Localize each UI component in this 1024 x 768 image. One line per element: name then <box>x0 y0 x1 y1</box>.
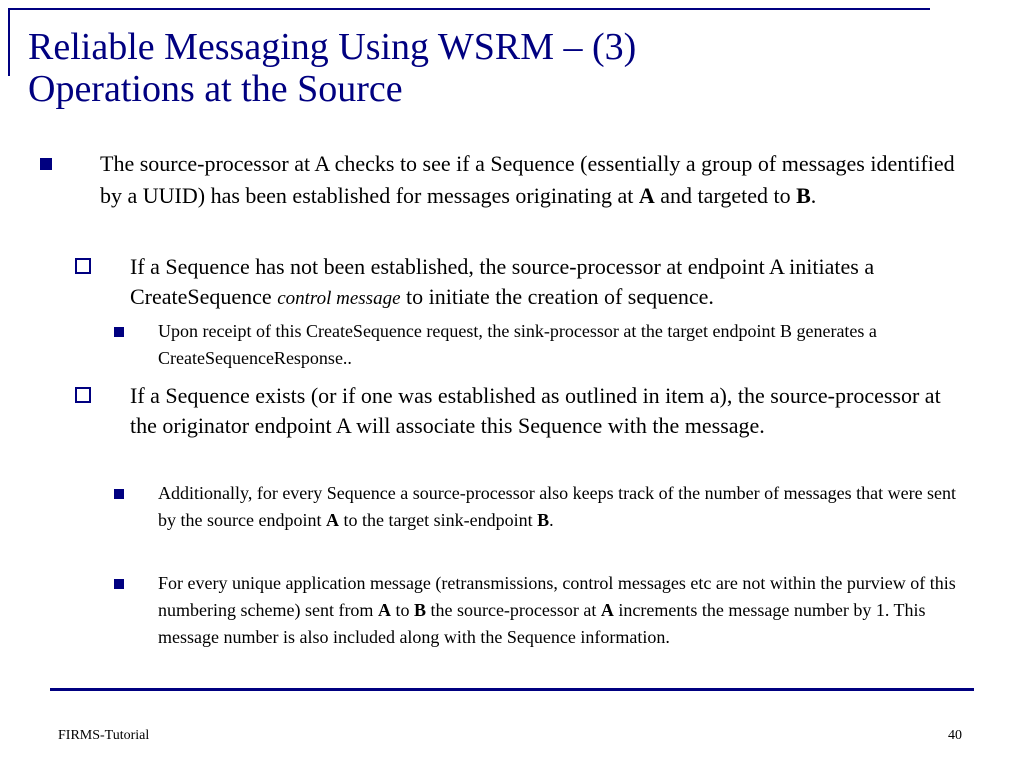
slide-title-line-2: Operations at the Source <box>28 68 403 110</box>
top-accent-line <box>8 8 930 10</box>
sub-bullet-text <box>130 252 980 314</box>
square-bullet-icon <box>114 327 124 337</box>
bullet-text-part: to the target sink-endpoint <box>338 510 538 530</box>
italic-control-message: control message <box>277 288 401 309</box>
left-accent-line <box>8 8 10 76</box>
bold-endpoint-a: A <box>377 600 391 620</box>
bullet-text-part: . <box>549 510 554 530</box>
bullet-text-part: For every unique application message (retransmissions, control messages etc are not within the purview of this numbering scheme) sent from <box>158 573 956 620</box>
bold-endpoint-a: A <box>325 510 339 530</box>
bold-endpoint-a: A <box>600 600 614 620</box>
footer-label: FIRMS-Tutorial <box>58 728 150 743</box>
bullet-text-part: to <box>390 600 414 620</box>
bold-endpoint-b: B <box>537 510 550 530</box>
bullet-text <box>100 148 966 212</box>
slide-title-line-1: Reliable Messaging Using WSRM – (3) <box>28 26 637 68</box>
bullet-text-part: to initiate the creation of sequence. <box>400 284 714 309</box>
square-bullet-icon <box>114 579 124 589</box>
square-bullet-icon <box>40 158 52 170</box>
bullet-text-part: . <box>810 183 817 208</box>
slide-title <box>28 26 988 110</box>
footer-divider <box>50 688 974 691</box>
bold-endpoint-a: A <box>638 183 655 208</box>
sub-bullet-text: If a Sequence exists (or if one was established as outlined in item a), the source-processor at the originator endpoint A will associate this Sequence with the message. <box>130 383 941 438</box>
hollow-square-bullet-icon <box>75 258 91 274</box>
bullet-text-part: increments the message number by 1. This message number is also included along with the Sequence information. <box>158 600 926 647</box>
bullet-text-part: the source-processor at <box>425 600 601 620</box>
sub-sub-bullet-text <box>158 570 958 651</box>
sub-sub-bullet-text <box>158 480 958 534</box>
bullet-text-part: and targeted to <box>654 183 797 208</box>
hollow-square-bullet-icon <box>75 387 91 403</box>
bullet-text-part: Additionally, for every Sequence a source-processor also keeps track of the number of messages that were sent by the source endpoint <box>158 483 957 530</box>
square-bullet-icon <box>114 489 124 499</box>
page-number: 40 <box>948 728 962 743</box>
sub-sub-bullet-text: Upon receipt of this CreateSequence request, the sink-processor at the target endpoint B generates a CreateSequenceResponse.. <box>158 321 877 368</box>
bold-endpoint-b: B <box>796 183 811 208</box>
bold-endpoint-b: B <box>413 600 426 620</box>
bullet-text-part: If a Sequence has not been established, the source-processor at endpoint A initiates a CreateSequence <box>130 254 875 309</box>
bullet-text-part: The source-processor at A checks to see if a Sequence (essentially a group of messages identified by a UUID) has been established for messages originating at <box>100 151 955 208</box>
